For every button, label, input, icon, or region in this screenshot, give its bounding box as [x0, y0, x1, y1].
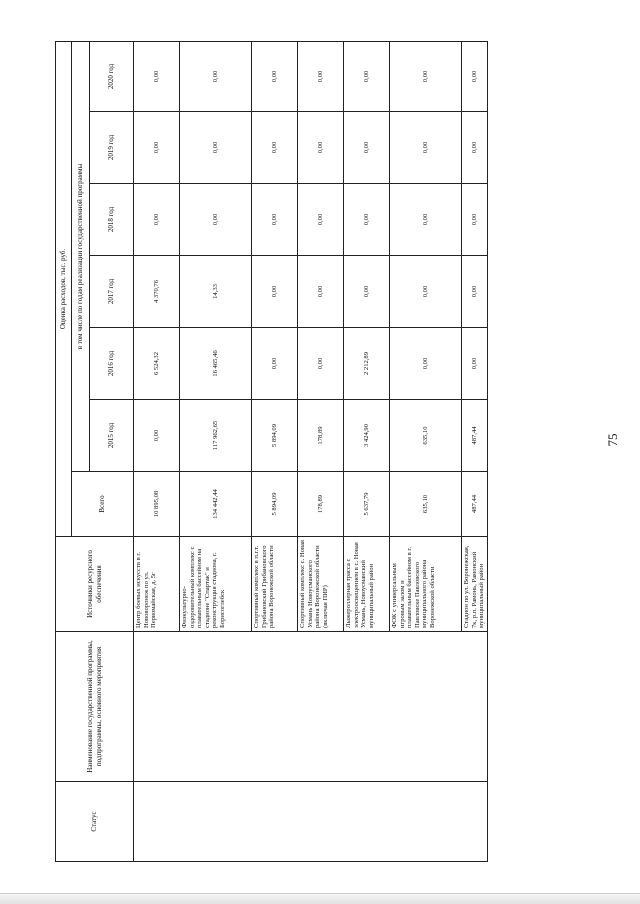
- header-year: 2019 год: [90, 112, 134, 184]
- year-cell: 0,00: [298, 184, 344, 256]
- year-cell: 0,00: [180, 184, 252, 256]
- year-cell: 0,00: [390, 184, 462, 256]
- total-cell: 178,89: [298, 472, 344, 537]
- year-cell: 0,00: [462, 41, 488, 111]
- year-cell: 0,00: [134, 400, 180, 472]
- header-year: 2020 год: [90, 41, 134, 111]
- year-cell: 117 962,65: [180, 400, 252, 472]
- year-cell: 0,00: [462, 328, 488, 400]
- year-cell: 0,00: [298, 112, 344, 184]
- year-cell: 0,00: [134, 41, 180, 111]
- source-cell: Спортивный комплекс с. Новая Усмань Новоусманского района Воронежской области (включая ПИР): [298, 537, 344, 632]
- year-cell: 2 212,89: [344, 328, 390, 400]
- year-cell: 0,00: [298, 256, 344, 328]
- source-cell: Спортивный комплекс в п.г.т. Грибановский Грибановского района Воронежской области: [252, 537, 298, 632]
- year-cell: 0,00: [390, 256, 462, 328]
- year-cell: 0,00: [390, 112, 462, 184]
- year-cell: 0,00: [180, 41, 252, 111]
- year-cell: 0,00: [252, 41, 298, 111]
- total-cell: 5 637,79: [344, 472, 390, 537]
- year-cell: 178,89: [298, 400, 344, 472]
- scan-bottom-edge: [0, 893, 640, 904]
- year-cell: 16 465,46: [180, 328, 252, 400]
- year-cell: 635,10: [390, 400, 462, 472]
- header-status: Статус: [56, 782, 134, 862]
- year-cell: 0,00: [180, 112, 252, 184]
- year-cell: 0,00: [390, 41, 462, 111]
- program-name-cell: [134, 632, 488, 782]
- page-number: 75: [605, 433, 620, 447]
- source-cell: Стадион по ул. Воронежская, 7к, р.п. Рамонь, Рамонский муниципальный район: [462, 537, 488, 632]
- header-total: Всего: [72, 472, 134, 537]
- year-cell: 14,33: [180, 256, 252, 328]
- status-cell: [134, 782, 488, 862]
- year-cell: 0,00: [252, 256, 298, 328]
- year-cell: 0,00: [344, 112, 390, 184]
- year-cell: 0,00: [390, 328, 462, 400]
- year-cell: 3 424,90: [344, 400, 390, 472]
- year-cell: 0,00: [462, 256, 488, 328]
- year-cell: 0,00: [462, 112, 488, 184]
- year-cell: 0,00: [252, 184, 298, 256]
- year-cell: 0,00: [344, 41, 390, 111]
- header-funding-source: Источники ресурсного обеспечения: [56, 537, 134, 632]
- year-cell: 0,00: [344, 184, 390, 256]
- year-cell: 4 370,76: [134, 256, 180, 328]
- table-row: [134, 41, 180, 861]
- header-year: 2018 год: [90, 184, 134, 256]
- total-cell: 134 442,44: [180, 472, 252, 537]
- source-cell: ФОК с универсальным игровым залом и плавательным бассейном в г. Павловске Павловского муниципального района Воронежской области: [390, 537, 462, 632]
- total-cell: 5 894,09: [252, 472, 298, 537]
- total-cell: 487,44: [462, 472, 488, 537]
- year-cell: 0,00: [344, 256, 390, 328]
- year-cell: 0,00: [462, 184, 488, 256]
- header-program-name: Наименование государственной программы, подпрограммы, основного мероприятия: [56, 632, 134, 782]
- year-cell: 0,00: [134, 184, 180, 256]
- year-cell: 0,00: [298, 328, 344, 400]
- year-cell: 0,00: [252, 328, 298, 400]
- header-estimate: Оценка расходов, тыс. руб.: [56, 41, 72, 536]
- rotated-table-container: [55, 42, 486, 862]
- total-cell: 10 895,08: [134, 472, 180, 537]
- year-cell: 0,00: [134, 112, 180, 184]
- year-cell: 6 524,32: [134, 328, 180, 400]
- year-cell: 0,00: [298, 41, 344, 111]
- header-year: 2017 год: [90, 256, 134, 328]
- year-cell: 5 894,09: [252, 400, 298, 472]
- source-cell: Центр боевых искусств в г. Нововоронеж по ул. Первомайская, д. 5г: [134, 537, 180, 632]
- header-year: 2015 год: [90, 400, 134, 472]
- header-by-years: в том числе по годам реализации государственной программы: [72, 41, 90, 471]
- year-cell: 0,00: [252, 112, 298, 184]
- header-year: 2016 год: [90, 328, 134, 400]
- total-cell: 635,10: [390, 472, 462, 537]
- source-cell: Лыжероллерная трасса с электроосвещением в с. Новая Усмань, Новоусманский муниципальный район: [344, 537, 390, 632]
- budget-table: [55, 41, 488, 862]
- year-cell: 487,44: [462, 400, 488, 472]
- source-cell: Физкультурно-оздоровительный комплекс с плавательным бассейном на стадионе "Спартак" и реконструкция стадиона, г. Борисоглебск: [180, 537, 252, 632]
